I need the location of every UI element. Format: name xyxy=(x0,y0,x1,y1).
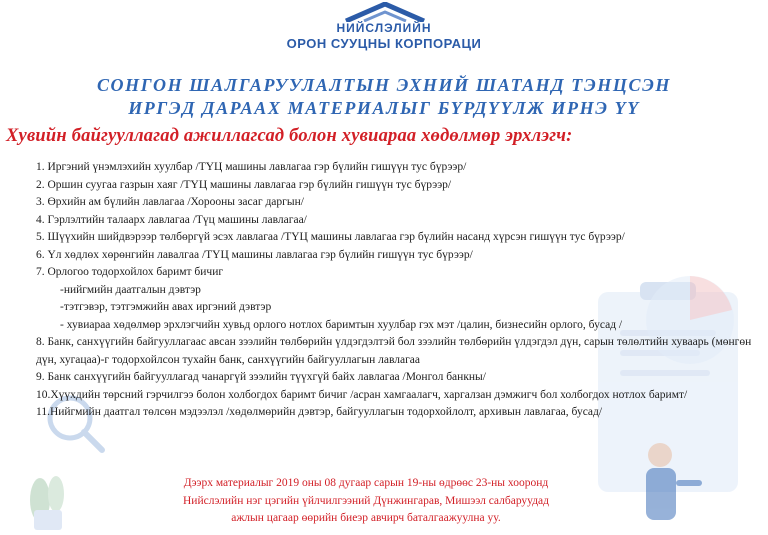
list-item: 5. Шүүхийн шийдвэрээр төлбөргүй эсэх лавлагаа /ТҮЦ машины лавлагаа гэр бүлийн насанд хүрсэн гишүүн тус бүрээр/ xyxy=(36,231,625,243)
list-subitem: -тэтгэвэр, тэтгэмжийн авах иргэний дэвтэр xyxy=(60,301,272,313)
footer-note xyxy=(100,475,632,528)
page-title xyxy=(0,74,768,120)
list-item: 2. Оршин суугаа газрын хаяг /ТҮЦ машины лавлагаа гэр бүлийн гишүүн тус бүрээр/ xyxy=(36,178,452,191)
logo-icon xyxy=(344,2,426,22)
org-name-line2: ОРОН СУУЦНЫ КОРПОРАЦИ xyxy=(286,36,482,51)
header xyxy=(0,0,768,60)
list-item: 4. Гэрлэлтийн талаарх лавлагаа /Түц машины лавлагаа/ xyxy=(36,213,307,226)
list-item: 10.Хүүхдийн төрсний гэрчилгээ болон холбогдох баримт бичиг /асран хамгаалагч, харгалзан дэмжигч бол холбогдох нотлох баримт/ xyxy=(36,388,688,401)
list-item: 1. Иргэний үнэмлэхийн хуулбар /ТҮЦ машины лавлагаа гэр бүлийн гишүүн тус бүрээр/ xyxy=(36,161,467,173)
page-title-line1: СОНГОН ШАЛГАРУУЛАЛТЫН ЭХНИЙ ШАТАНД ТЭНЦСЭН xyxy=(96,75,672,95)
list-item: 6. Үл хөдлөх хөрөнгийн лавалгаа /ТҮЦ машины лавлагаа гэр бүлийн гишүүн тус бүрээр/ xyxy=(36,248,473,261)
footer-line1: Дээрх материалыг 2019 оны 08 дугаар сарын 19-ны өдрөөс 23-ны хооронд xyxy=(183,477,549,489)
list-subitem: - хувиараа хөдөлмөр эрхлэгчийн хувьд орлого нотлох баримтын хуулбар гэх мэт /цалин, бизнесийн орлого, бусад / xyxy=(60,318,623,331)
section-subtitle: Хувийн байгууллагад ажиллагсад болон хувиараа хөдөлмөр эрхлэгч: xyxy=(6,126,573,146)
plant-illustration xyxy=(30,476,64,530)
requirements-list xyxy=(36,159,764,422)
list-item: 3. Өрхийн ам бүлийн лавлагаа /Хорооны засаг даргын/ xyxy=(36,196,304,208)
footer-line3: ажлын цагаар өөрийн биеэр авчирч баталгаажуулна уу. xyxy=(231,512,501,524)
footer-line2: Нийслэлийн нэг цэгийн үйлчилгээний Дүнжингарав, Мишээл салбаруудад xyxy=(182,494,550,507)
list-item: 7. Орлогоо тодорхойлох баримт бичиг xyxy=(36,266,224,278)
list-item: 9. Банк санхүүгийн байгууллагад чанаргүй зээлийн түүхгүй байх лавлагаа /Монгол банкны/ xyxy=(36,371,486,383)
org-name-line1: НИЙСЛЭЛИЙН xyxy=(336,21,432,35)
page-title-line2: ИРГЭД ДАРААХ МАТЕРИАЛЫГ БҮРДҮҮЛЖ ИРНЭ ҮҮ xyxy=(128,98,640,118)
list-item: 11.Нийгмийн даатгал төлсөн мэдээлэл /хөдөлмөрийн дэвтэр, байгууллагын тодорхойлолт, архивын лавлагаа, бусад/ xyxy=(36,406,603,418)
list-item: 8. Банк, санхүүгийн байгууллагаас авсан зээлийн төлбөрийн үлдэгдэлтэй бол зээлийн төлбөрийн үлдэгдэл дүн, сарын төлөлтийн хуваарь (мөнгөн дүн, хугацаа)-г тодорхойлсон тухайн банк, санхүүгийн байгууллагын лавлагаа xyxy=(36,336,752,366)
list-subitem: -нийгмийн даатгалын дэвтэр xyxy=(60,283,201,296)
